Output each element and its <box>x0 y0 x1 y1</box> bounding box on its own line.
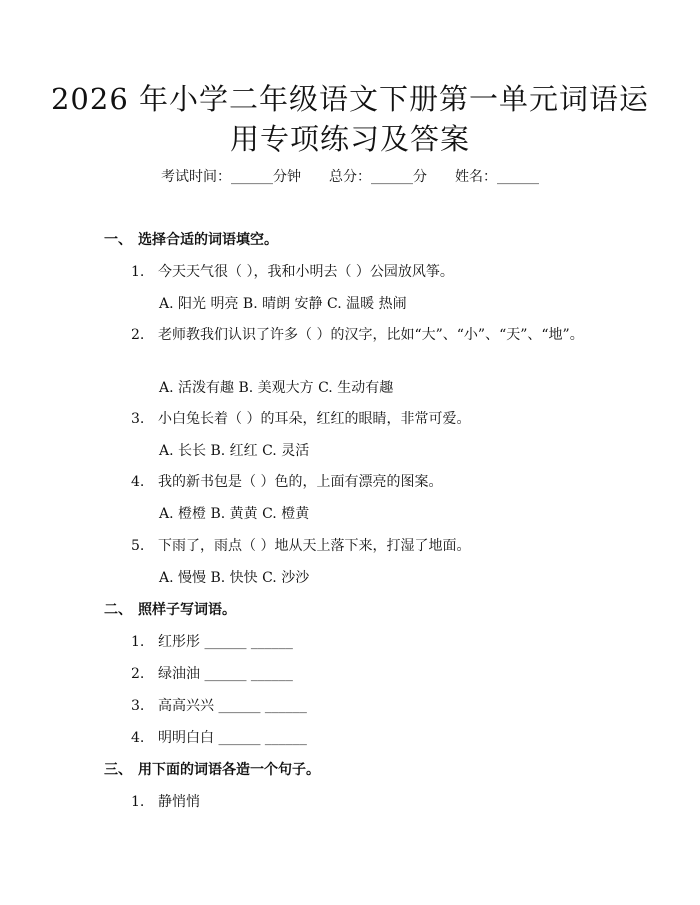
section-2-heading: 照样子写词语。 <box>138 602 236 618</box>
question-1-2 <box>104 325 596 345</box>
question-1-4-options: A. 橙橙 B. 黄黄 C. 橙黄 <box>159 506 310 522</box>
section-1-number: 一、 <box>104 232 132 248</box>
total-score: 总分：______分 <box>329 169 427 185</box>
section-2-number: 二、 <box>104 602 132 618</box>
question-1-4 <box>131 472 596 492</box>
section-1-heading: 选择合适的词语填空。 <box>138 232 278 248</box>
question-2-4 <box>131 728 596 748</box>
question-1-5-options: A. 慢慢 B. 快快 C. 沙沙 <box>159 570 310 586</box>
student-name: 姓名：______ <box>455 169 539 185</box>
exam-info <box>0 167 700 187</box>
question-1-3-options: A. 长长 B. 红红 C. 灵活 <box>159 443 310 459</box>
question-text: 小白兔长着（ ）的耳朵，红红的眼睛，非常可爱。 <box>158 411 471 427</box>
question-text: 我的新书包是（ ）色的，上面有漂亮的图案。 <box>158 474 443 490</box>
question-text: 红彤彤 ______ ______ <box>158 634 293 650</box>
question-number: 3. <box>131 698 145 714</box>
question-1-5 <box>131 536 596 556</box>
question-text: 绿油油 ______ ______ <box>158 666 293 682</box>
question-number: 2. <box>131 327 145 343</box>
question-number: 3. <box>131 411 145 427</box>
question-1-2-options: A. 活泼有趣 B. 美观大方 C. 生动有趣 <box>159 380 394 396</box>
question-number: 1. <box>131 794 145 810</box>
document-title-line-1: 2026 年小学二年级语文下册第一单元词语运 <box>50 82 650 116</box>
section-3-heading: 用下面的词语各造一个句子。 <box>138 762 320 778</box>
question-number: 1. <box>131 634 145 650</box>
document-title-line-2: 用专项练习及答案 <box>229 122 470 156</box>
question-number: 1. <box>131 264 145 280</box>
question-text: 今天天气很（ ），我和小明去（ ）公园放风筝。 <box>158 264 454 280</box>
question-number: 4. <box>131 474 145 490</box>
question-2-2 <box>131 664 596 684</box>
question-number: 4. <box>131 730 145 746</box>
question-1-1 <box>131 262 596 282</box>
question-text: 静悄悄 <box>158 794 200 810</box>
question-3-1 <box>131 792 596 812</box>
section-2-title <box>104 600 236 620</box>
section-3-number: 三、 <box>104 762 132 778</box>
question-text: 明明白白 ______ ______ <box>158 730 307 746</box>
question-number: 2. <box>131 666 145 682</box>
question-1-1-options: A. 阳光 明亮 B. 晴朗 安静 C. 温暖 热闹 <box>159 296 407 312</box>
question-number: 5. <box>131 538 145 554</box>
question-1-3 <box>131 409 596 429</box>
question-2-1 <box>131 632 596 652</box>
question-2-3 <box>131 696 596 716</box>
exam-time: 考试时间：______分钟 <box>161 169 301 185</box>
section-1-title <box>104 230 278 250</box>
section-3-title <box>104 760 320 780</box>
question-text: 下雨了，雨点（ ）地从天上落下来，打湿了地面。 <box>158 538 471 554</box>
question-text: 老师教我们认识了许多（ ）的汉字，比如“大”、“小”、“天”、“地”。 <box>158 327 584 343</box>
question-text: 高高兴兴 ______ ______ <box>158 698 307 714</box>
